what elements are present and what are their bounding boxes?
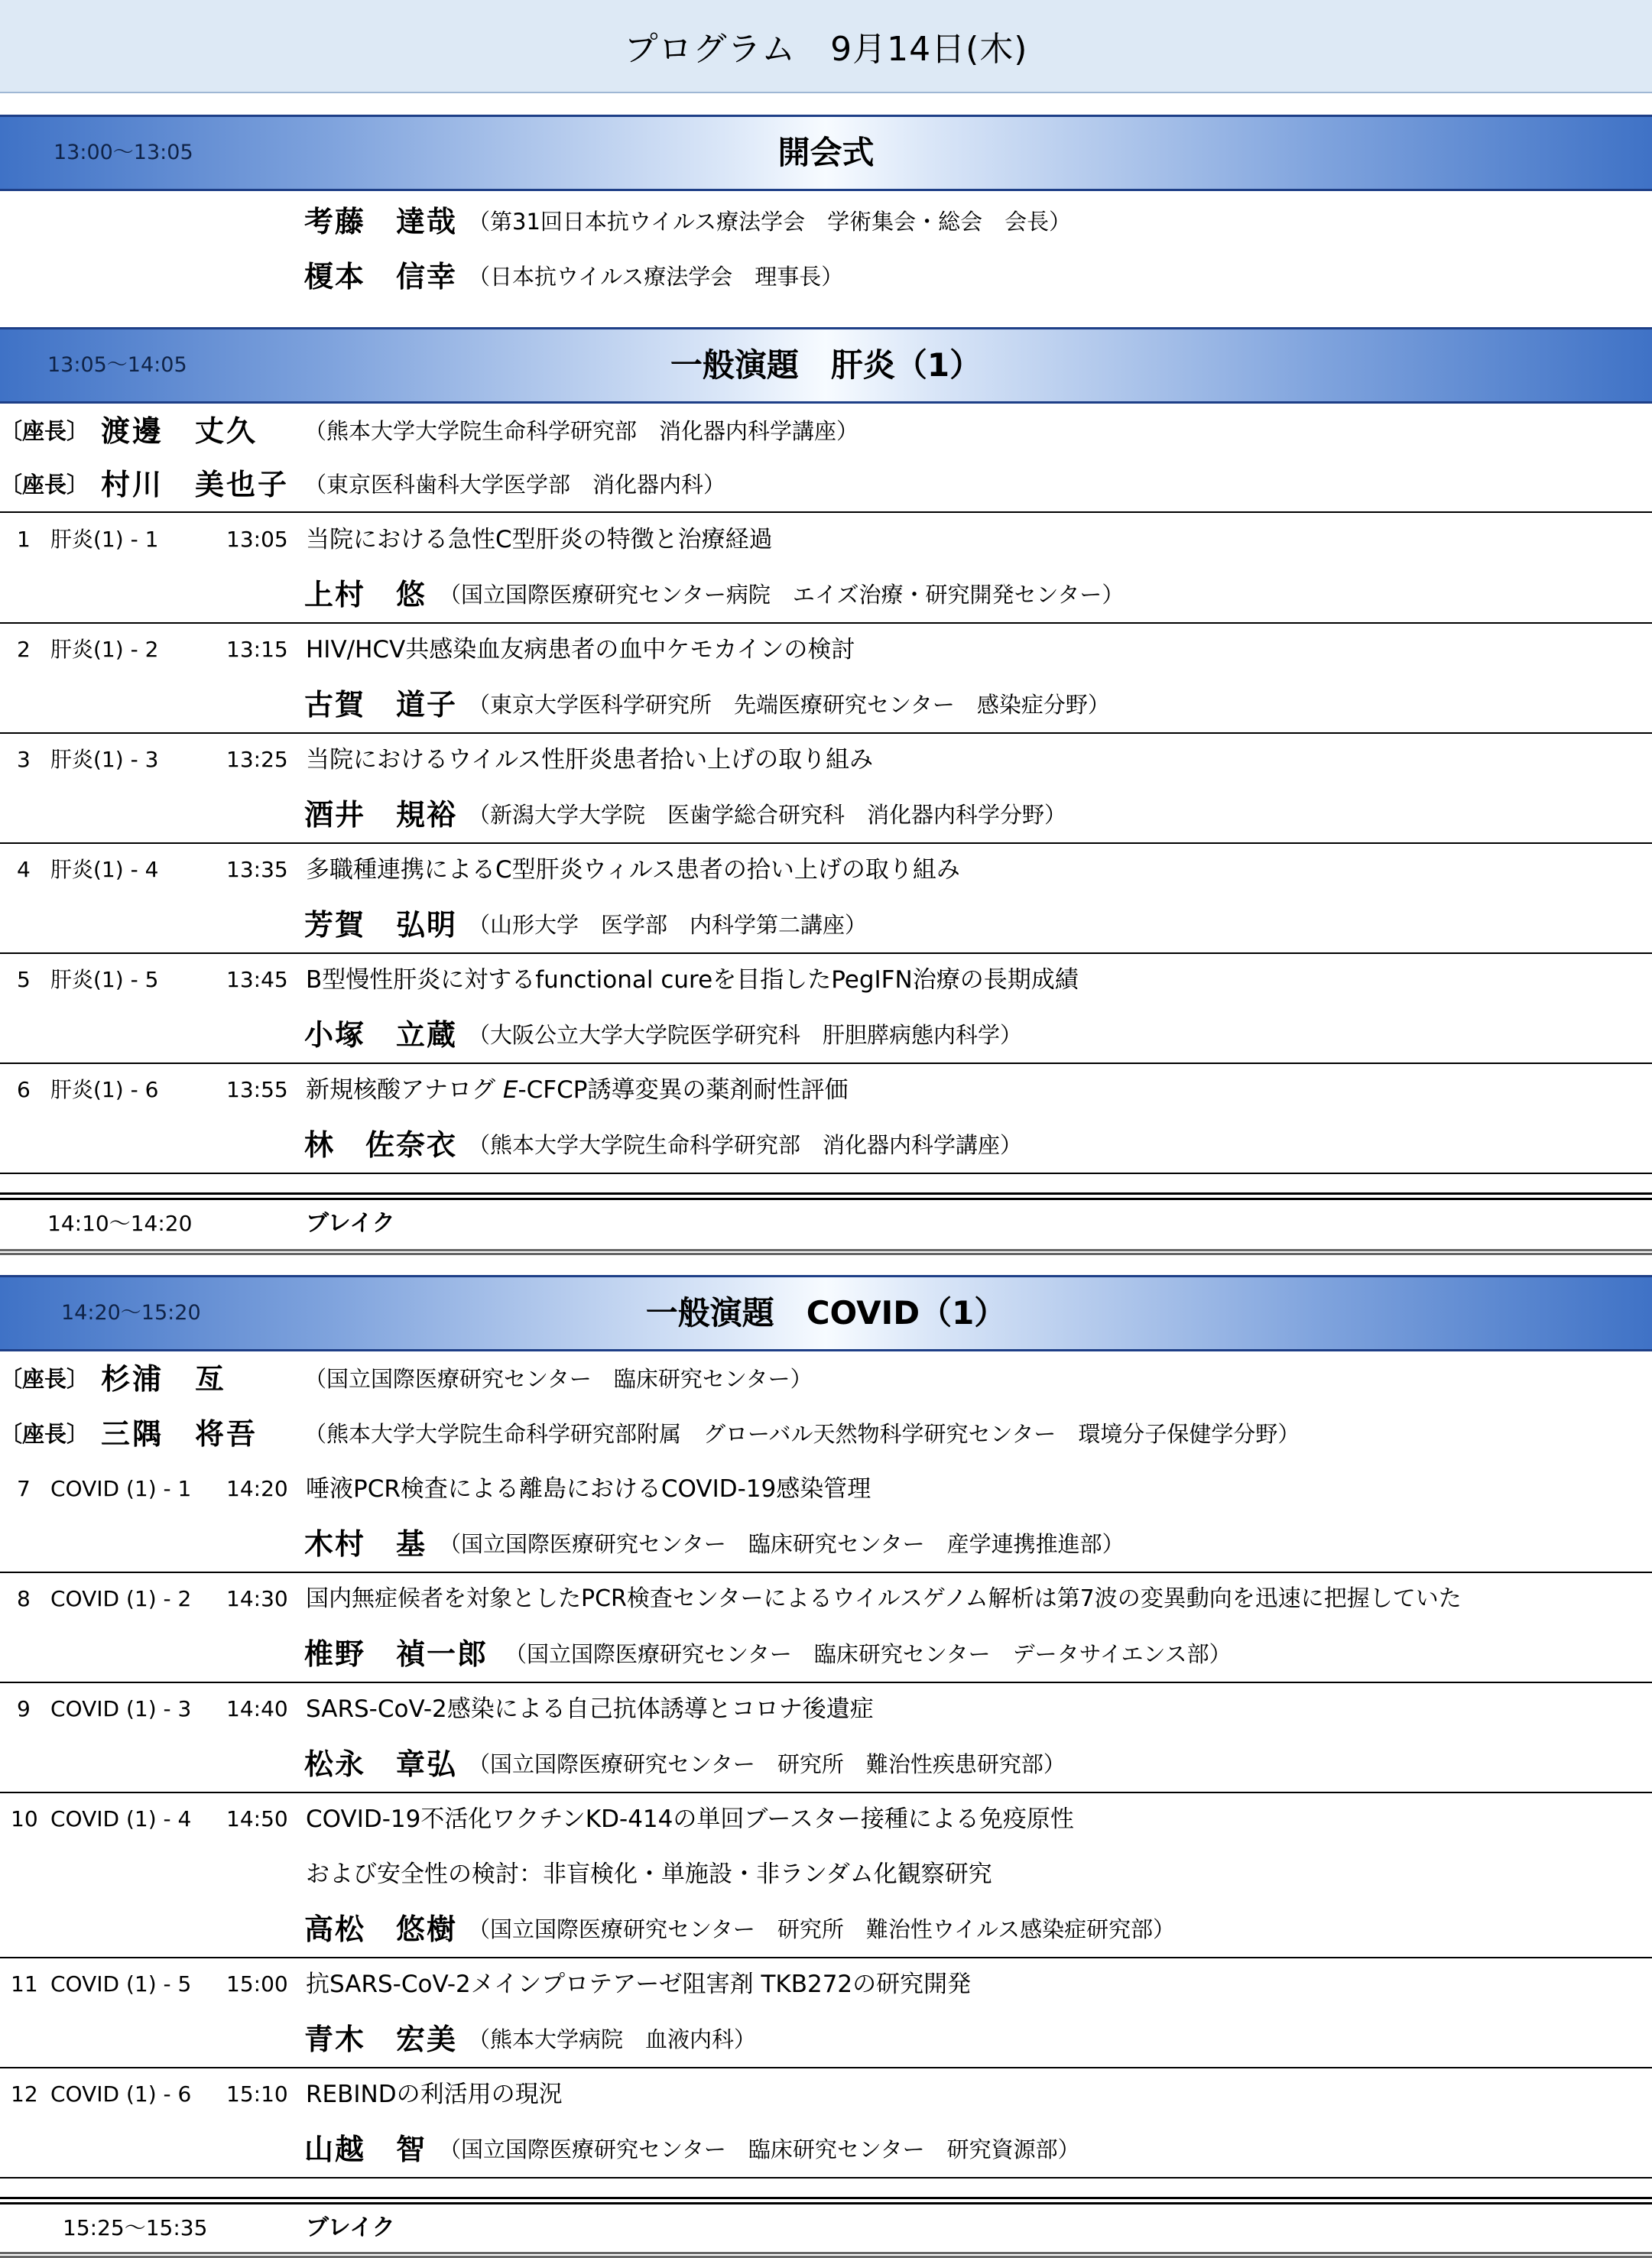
talk-time: 13:45 (226, 967, 288, 992)
talk-title: B型慢性肝炎に対するfunctional cureを目指したPegIFN治療の長期成績 (306, 966, 1079, 994)
break-time: 14:10〜14:20 (47, 1211, 193, 1236)
break-row (0, 1199, 1652, 1249)
talk-speaker-row (0, 787, 1652, 842)
chair-tag: 〔座長〕 (0, 472, 89, 498)
talk-speaker-row (0, 2012, 1652, 2067)
talk-code: 肝炎(1) - 1 (50, 527, 159, 552)
chair-affiliation: （熊本大学大学院生命科学研究部 消化器内科学講座） (304, 418, 859, 444)
talk-title: 抗SARS-CoV-2メインプロテアーゼ阻害剤 TKB272の研究開発 (306, 1971, 972, 1998)
talk-title-row (0, 842, 1652, 897)
chair-name: 渡邊 丈久 (101, 414, 258, 448)
speaker-affiliation: （山形大学 医学部 内科学第二講座） (468, 912, 868, 938)
chair-name: 三隅 将吾 (101, 1417, 258, 1451)
speaker-affiliation: （国立国際医療研究センター 臨床研究センター 産学連携推進部） (439, 1531, 1125, 1557)
opening-speaker-row (0, 249, 1652, 304)
chair-name: 杉浦 亙 (101, 1362, 227, 1396)
speaker-affiliation: （国立国際医療研究センター 臨床研究センター データサイエンス部） (505, 1641, 1232, 1667)
talk-title-row (0, 1062, 1652, 1118)
talk-speaker-row (0, 1517, 1652, 1572)
divider (0, 1173, 1652, 1174)
talk-code: COVID (1) - 6 (50, 2081, 192, 2107)
talk-number: 9 (17, 1696, 31, 1721)
talk-number: 7 (17, 1476, 31, 1501)
talk-title: 国内無症候者を対象としたPCR検査センターによるウイルスゲノム解析は第7波の変異動向を迅速に把握していた (306, 1585, 1462, 1612)
break-label: ブレイク (306, 1210, 395, 1237)
chair-row (0, 457, 1652, 512)
talk-number: 10 (11, 1806, 38, 1831)
talk-number: 1 (17, 527, 31, 552)
talk-code: COVID (1) - 1 (50, 1476, 192, 1501)
speaker-affiliation: （熊本大学病院 血液内科） (468, 2026, 757, 2052)
page-title: プログラム 9月14日(木) (0, 0, 1652, 93)
chair-name: 村川 美也子 (101, 468, 290, 501)
talk-speaker-row (0, 1118, 1652, 1173)
chair-row (0, 404, 1652, 459)
talk-time: 13:25 (226, 747, 288, 772)
talk-title: 当院におけるウイルス性肝炎患者拾い上げの取り組み (306, 746, 874, 774)
chair-row (0, 1406, 1652, 1462)
speaker-name: 松永 章弘 (304, 1747, 458, 1781)
talk-title-row (0, 1462, 1652, 1517)
talk-speaker-row (0, 1627, 1652, 1682)
talk-title-row-2 (0, 1847, 1652, 1902)
talk-time: 15:10 (226, 2081, 288, 2107)
session-header-opening (0, 115, 1652, 191)
talk-title-row (0, 1682, 1652, 1737)
speaker-affiliation: （国立国際医療研究センター病院 エイズ治療・研究開発センター） (439, 582, 1125, 608)
talk-time: 15:00 (226, 1971, 288, 1997)
speaker-name: 榎本 信幸 (304, 260, 458, 294)
talk-title: COVID-19不活化ワクチンKD-414の単回ブースター接種による免疫原性 (306, 1805, 1074, 1833)
talk-code: 肝炎(1) - 4 (50, 857, 159, 882)
speaker-affiliation: （新潟大学大学院 医歯学総合研究科 消化器内科学分野） (468, 802, 1067, 828)
talk-speaker-row (0, 677, 1652, 732)
talk-title-row (0, 512, 1652, 567)
session-time: 13:05〜14:05 (47, 353, 187, 377)
chair-tag: 〔座長〕 (0, 418, 89, 444)
talk-title: 多職種連携によるC型肝炎ウィルス患者の拾い上げの取り組み (306, 856, 960, 884)
speaker-affiliation: （国立国際医療研究センター 臨床研究センター 研究資源部） (439, 2136, 1080, 2162)
session-title: 一般演題 肝炎（1） (670, 346, 982, 384)
speaker-affiliation: （東京大学医科学研究所 先端医療研究センター 感染症分野） (468, 692, 1110, 718)
speaker-name: 古賀 道子 (304, 688, 458, 722)
talk-number: 12 (11, 2081, 38, 2107)
talk-title (306, 1062, 848, 1118)
talk-code: 肝炎(1) - 6 (50, 1077, 159, 1102)
speaker-name: 考藤 達哉 (304, 205, 458, 238)
talk-title-continued: および安全性の検討：非盲検化・単施設・非ランダム化観察研究 (306, 1861, 992, 1888)
speaker-name: 芳賀 弘明 (304, 908, 458, 942)
opening-speaker-row (0, 194, 1652, 249)
talk-code: COVID (1) - 2 (50, 1586, 192, 1611)
talk-title-row (0, 622, 1652, 677)
talk-title-suffix: -CFCP誘導変異の薬剤耐性評価 (518, 1076, 849, 1104)
talk-speaker-row (0, 1007, 1652, 1062)
talk-code: 肝炎(1) - 2 (50, 637, 159, 662)
talk-title: HIV/HCV共感染血友病患者の血中ケモカインの検討 (306, 636, 855, 663)
divider (0, 2177, 1652, 2179)
speaker-name: 青木 宏美 (304, 2023, 458, 2056)
speaker-name: 椎野 禎一郎 (304, 1637, 488, 1671)
talk-title-prefix: 新規核酸アナログ (306, 1076, 503, 1104)
chair-tag: 〔座長〕 (0, 1366, 89, 1392)
talk-title-row (0, 2067, 1652, 2122)
speaker-name: 木村 基 (304, 1527, 427, 1561)
session-header-hepatitis (0, 327, 1652, 404)
speaker-affiliation: （国立国際医療研究センター 研究所 難治性ウイルス感染症研究部） (468, 1916, 1176, 1942)
talk-time: 14:50 (226, 1806, 288, 1831)
speaker-affiliation: （日本抗ウイルス療法学会 理事長） (468, 264, 844, 290)
speaker-name: 林 佐奈衣 (304, 1128, 458, 1162)
speaker-name: 上村 悠 (304, 578, 427, 612)
double-divider (0, 2252, 1652, 2258)
talk-title: REBINDの利活用の現況 (306, 2081, 563, 2108)
chair-affiliation: （熊本大学大学院生命科学研究部附属 グローバル天然物科学研究センター 環境分子保健学分野） (304, 1421, 1300, 1447)
speaker-affiliation: （熊本大学大学院生命科学研究部 消化器内科学講座） (468, 1132, 1023, 1158)
talk-time: 13:55 (226, 1077, 288, 1102)
speaker-name: 山越 智 (304, 2133, 427, 2166)
talk-code: 肝炎(1) - 3 (50, 747, 159, 772)
talk-title-row (0, 1792, 1652, 1847)
talk-code: 肝炎(1) - 5 (50, 967, 159, 992)
talk-speaker-row (0, 1902, 1652, 1957)
talk-title-row (0, 732, 1652, 787)
speaker-name: 酒井 規裕 (304, 798, 458, 832)
session-time: 14:20〜15:20 (61, 1301, 201, 1325)
speaker-name: 小塚 立蔵 (304, 1018, 458, 1052)
talk-title-row (0, 1957, 1652, 2012)
talk-title: 当院における急性C型肝炎の特徴と治療経過 (306, 526, 773, 553)
talk-number: 8 (17, 1586, 31, 1611)
talk-title: 唾液PCR検査による離島におけるCOVID-19感染管理 (306, 1475, 871, 1503)
chair-row (0, 1351, 1652, 1406)
talk-time: 13:35 (226, 857, 288, 882)
chair-affiliation: （東京医科歯科大学医学部 消化器内科） (304, 472, 726, 498)
session-title: 開会式 (777, 134, 875, 171)
break-label: ブレイク (306, 2214, 395, 2241)
talk-code: COVID (1) - 3 (50, 1696, 192, 1721)
session-title: 一般演題 COVID（1） (645, 1294, 1007, 1332)
session-time: 13:00〜13:05 (54, 141, 193, 164)
talk-number: 3 (17, 747, 31, 772)
talk-number: 2 (17, 637, 31, 662)
talk-title-row (0, 1572, 1652, 1627)
talk-number: 4 (17, 857, 31, 882)
chair-affiliation: （国立国際医療研究センター 臨床研究センター） (304, 1366, 813, 1392)
talk-speaker-row (0, 2122, 1652, 2177)
double-divider (0, 1249, 1652, 1255)
talk-speaker-row (0, 567, 1652, 622)
talk-number: 11 (11, 1971, 38, 1997)
talk-time: 14:40 (226, 1696, 288, 1721)
break-row (0, 2204, 1652, 2252)
talk-title-row (0, 952, 1652, 1007)
talk-title: SARS-CoV-2感染による自己抗体誘導とコロナ後遺症 (306, 1695, 874, 1723)
talk-speaker-row (0, 897, 1652, 952)
speaker-affiliation: （大阪公立大学大学院医学研究科 肝胆膵病態内科学） (468, 1022, 1023, 1048)
talk-number: 6 (17, 1077, 31, 1102)
double-divider (0, 2197, 1652, 2204)
talk-code: COVID (1) - 4 (50, 1806, 192, 1831)
talk-title-italic: E (502, 1076, 518, 1104)
speaker-affiliation: （第31回日本抗ウイルス療法学会 学術集会・総会 会長） (468, 209, 1072, 235)
break-time: 15:25〜15:35 (63, 2215, 208, 2240)
chair-tag: 〔座長〕 (0, 1421, 89, 1447)
talk-time: 14:30 (226, 1586, 288, 1611)
speaker-name: 高松 悠樹 (304, 1912, 458, 1946)
talk-number: 5 (17, 967, 31, 992)
speaker-affiliation: （国立国際医療研究センター 研究所 難治性疾患研究部） (468, 1751, 1066, 1777)
talk-time: 13:05 (226, 527, 288, 552)
talk-time: 13:15 (226, 637, 288, 662)
talk-code: COVID (1) - 5 (50, 1971, 192, 1997)
talk-speaker-row (0, 1737, 1652, 1792)
session-header-covid (0, 1275, 1652, 1351)
talk-time: 14:20 (226, 1476, 288, 1501)
